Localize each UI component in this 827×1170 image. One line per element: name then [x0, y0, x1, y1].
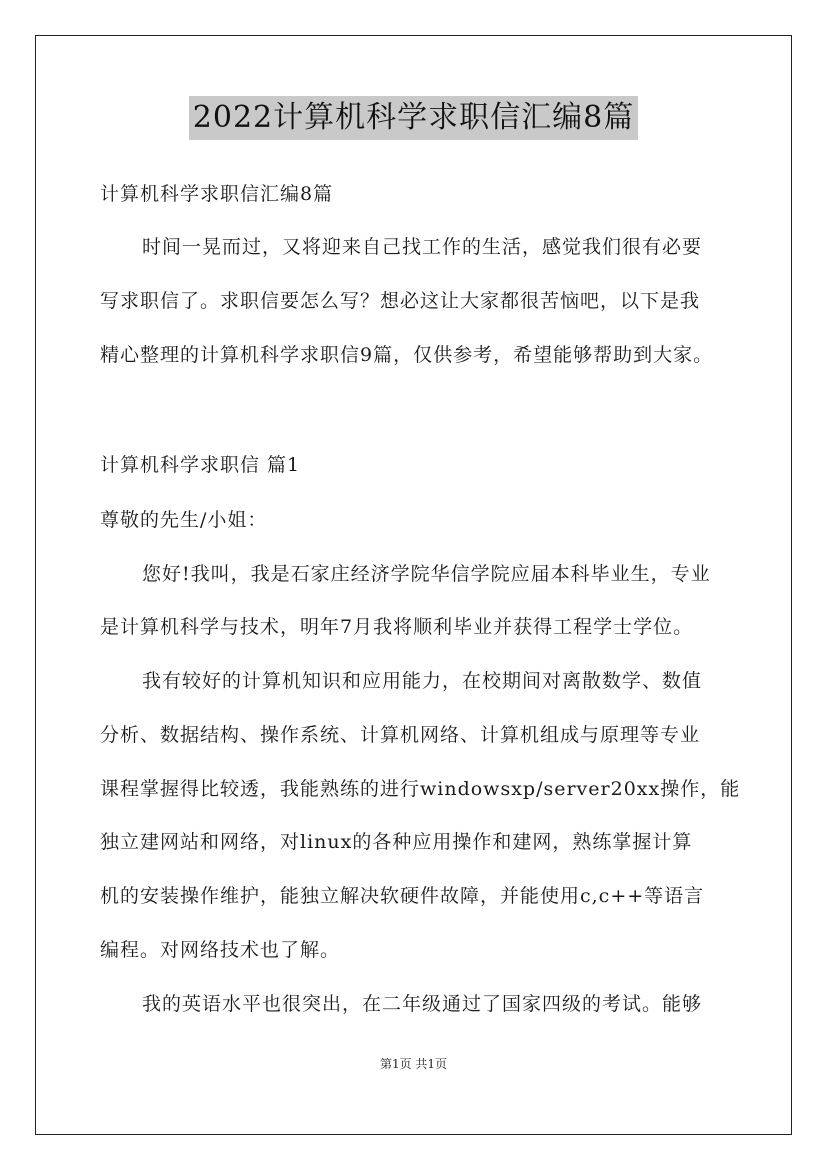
para2-line-1: 我有较好的计算机知识和应用能力，在校期间对离散数学、数值	[142, 670, 703, 692]
para1-line-2: 是计算机科学与技术，明年7月我将顺利毕业并获得工程学士学位。	[100, 616, 694, 638]
intro-line-1: 时间一晃而过，又将迎来自己找工作的生活，感觉我们很有必要	[142, 236, 703, 258]
para2-line-6: 编程。对网络技术也了解。	[100, 939, 341, 961]
para2-line-3: 课程掌握得比较透，我能熟练的进行windowsxp/server20xx操作，能	[100, 778, 741, 800]
para2-line-2: 分析、数据结构、操作系统、计算机网络、计算机组成与原理等专业	[100, 724, 701, 746]
document-title: 2022计算机科学求职信汇编8篇	[189, 96, 638, 140]
para2-line-5: 机的安装操作维护，能独立解决软硬件故障，并能使用c,c++等语言	[100, 885, 705, 907]
document-subtitle: 计算机科学求职信汇编8篇	[100, 183, 334, 205]
para2-line-4: 独立建网站和网络，对linux的各种应用操作和建网，熟练掌握计算	[100, 831, 693, 853]
para1-line-1: 您好!我叫，我是石家庄经济学院华信学院应届本科毕业生，专业	[142, 563, 711, 585]
para3-line-1: 我的英语水平也很突出，在二年级通过了国家四级的考试。能够	[142, 993, 703, 1015]
intro-line-2: 写求职信了。求职信要怎么写？想必这让大家都很苦恼吧，以下是我	[100, 290, 701, 312]
section-heading: 计算机科学求职信 篇1	[100, 454, 301, 476]
salutation: 尊敬的先生/小姐：	[100, 509, 268, 531]
intro-line-3: 精心整理的计算机科学求职信9篇，仅供参考，希望能够帮助到大家。	[100, 344, 714, 366]
title-container	[0, 96, 827, 140]
page-footer: 第1页 共1页	[379, 1057, 448, 1071]
